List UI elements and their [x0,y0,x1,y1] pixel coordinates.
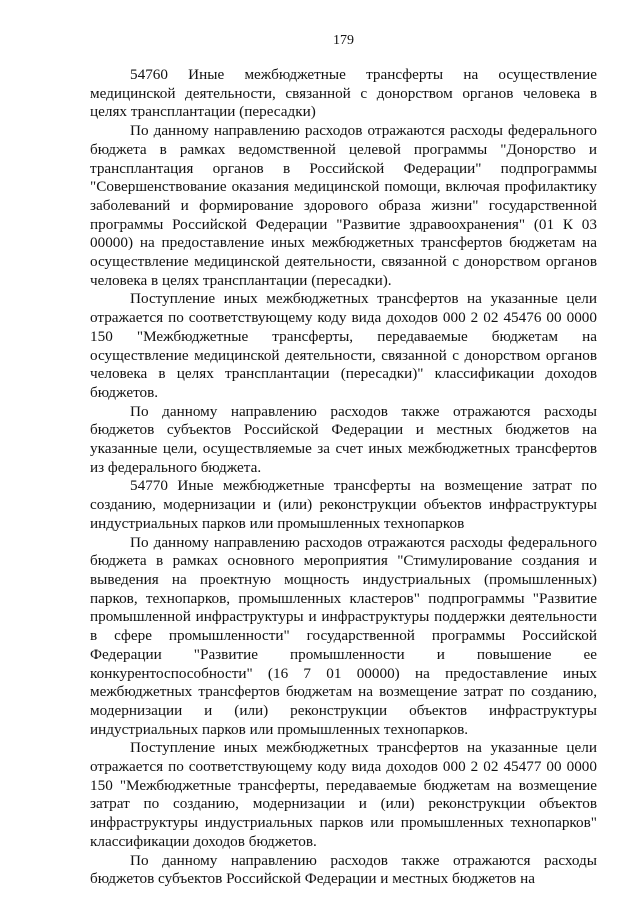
paragraph-54760-regional: По данному направлению расходов также отражаются расходы бюджетов субъектов Российской Федерации и местных бюджетов на указанные цели, осуществляемые за счет иных межбюджетных трансфертов из федерального бюджета. [90,402,597,476]
page-number: 179 [333,33,354,48]
paragraph-54770-expenses: По данному направлению расходов отражаются расходы федерального бюджета в рамках основного мероприятия "Стимулирование создания и выведения на проектную мощность индустриальных (промышленных) парков, технопарков, промышленных кластеров" подпрограммы "Развитие промышленной инфраструктуры и инфраструктуры поддержки деятельности в сфере промышленности" государственной программы Российской Федерации "Развитие промышленности и повышение ее конкурентоспособности" (16 7 01 00000) на предоставление иных межбюджетных трансфертов бюджетам на возмещение затрат по созданию, модернизации и (или) реконструкции объектов инфраструктуры индустриальных парков или промышленных технопарков. [90,533,597,738]
paragraph-54770-regional: По данному направлению расходов также отражаются расходы бюджетов субъектов Российской Федерации и местных бюджетов на [90,851,597,888]
paragraph-54770-heading: 54770 Иные межбюджетные трансферты на возмещение затрат по созданию, модернизации и (или) реконструкции объектов инфраструктуры индустриальных парков или промышленных технопарков [90,477,597,532]
paragraph-54760-revenue: Поступление иных межбюджетных трансфертов на указанные цели отражается по соответствующему коду вида доходов 000 2 02 45476 00 0000 150 "Межбюджетные трансферты, передаваемые бюджетам на осуществление медицинской деятельности, связанной с донорством органов человека в целях трансплантации (пересадки)" классификации доходов бюджетов. [90,290,597,401]
paragraph-54770-revenue: Поступление иных межбюджетных трансфертов на указанные цели отражается по соответствующему коду вида доходов 000 2 02 45477 00 0000 150 "Межбюджетные трансферты, передаваемые бюджетам на возмещение затрат по созданию, модернизации и (или) реконструкции объектов инфраструктуры индустриальных парков или промышленных технопарков" классификации доходов бюджетов. [90,739,597,850]
paragraph-54760-expenses: По данному направлению расходов отражаются расходы федерального бюджета в рамках ведомственной целевой программы "Донорство и трансплантация органов в Российской Федерации" подпрограммы "Совершенствование оказания медицинской помощи, включая профилактику заболеваний и формирование здорового образа жизни" государственной программы Российской Федерации "Развитие здравоохранения" (01 К 03 00000) на предоставление иных межбюджетных трансфертов бюджетам на осуществление медицинской деятельности, связанной с донорством органов человека в целях трансплантации (пересадки). [90,122,597,289]
paragraph-54760-heading: 54760 Иные межбюджетные трансферты на осуществление медицинской деятельности, связанной с донорством органов человека в целях трансплантации (пересадки) [90,66,597,121]
